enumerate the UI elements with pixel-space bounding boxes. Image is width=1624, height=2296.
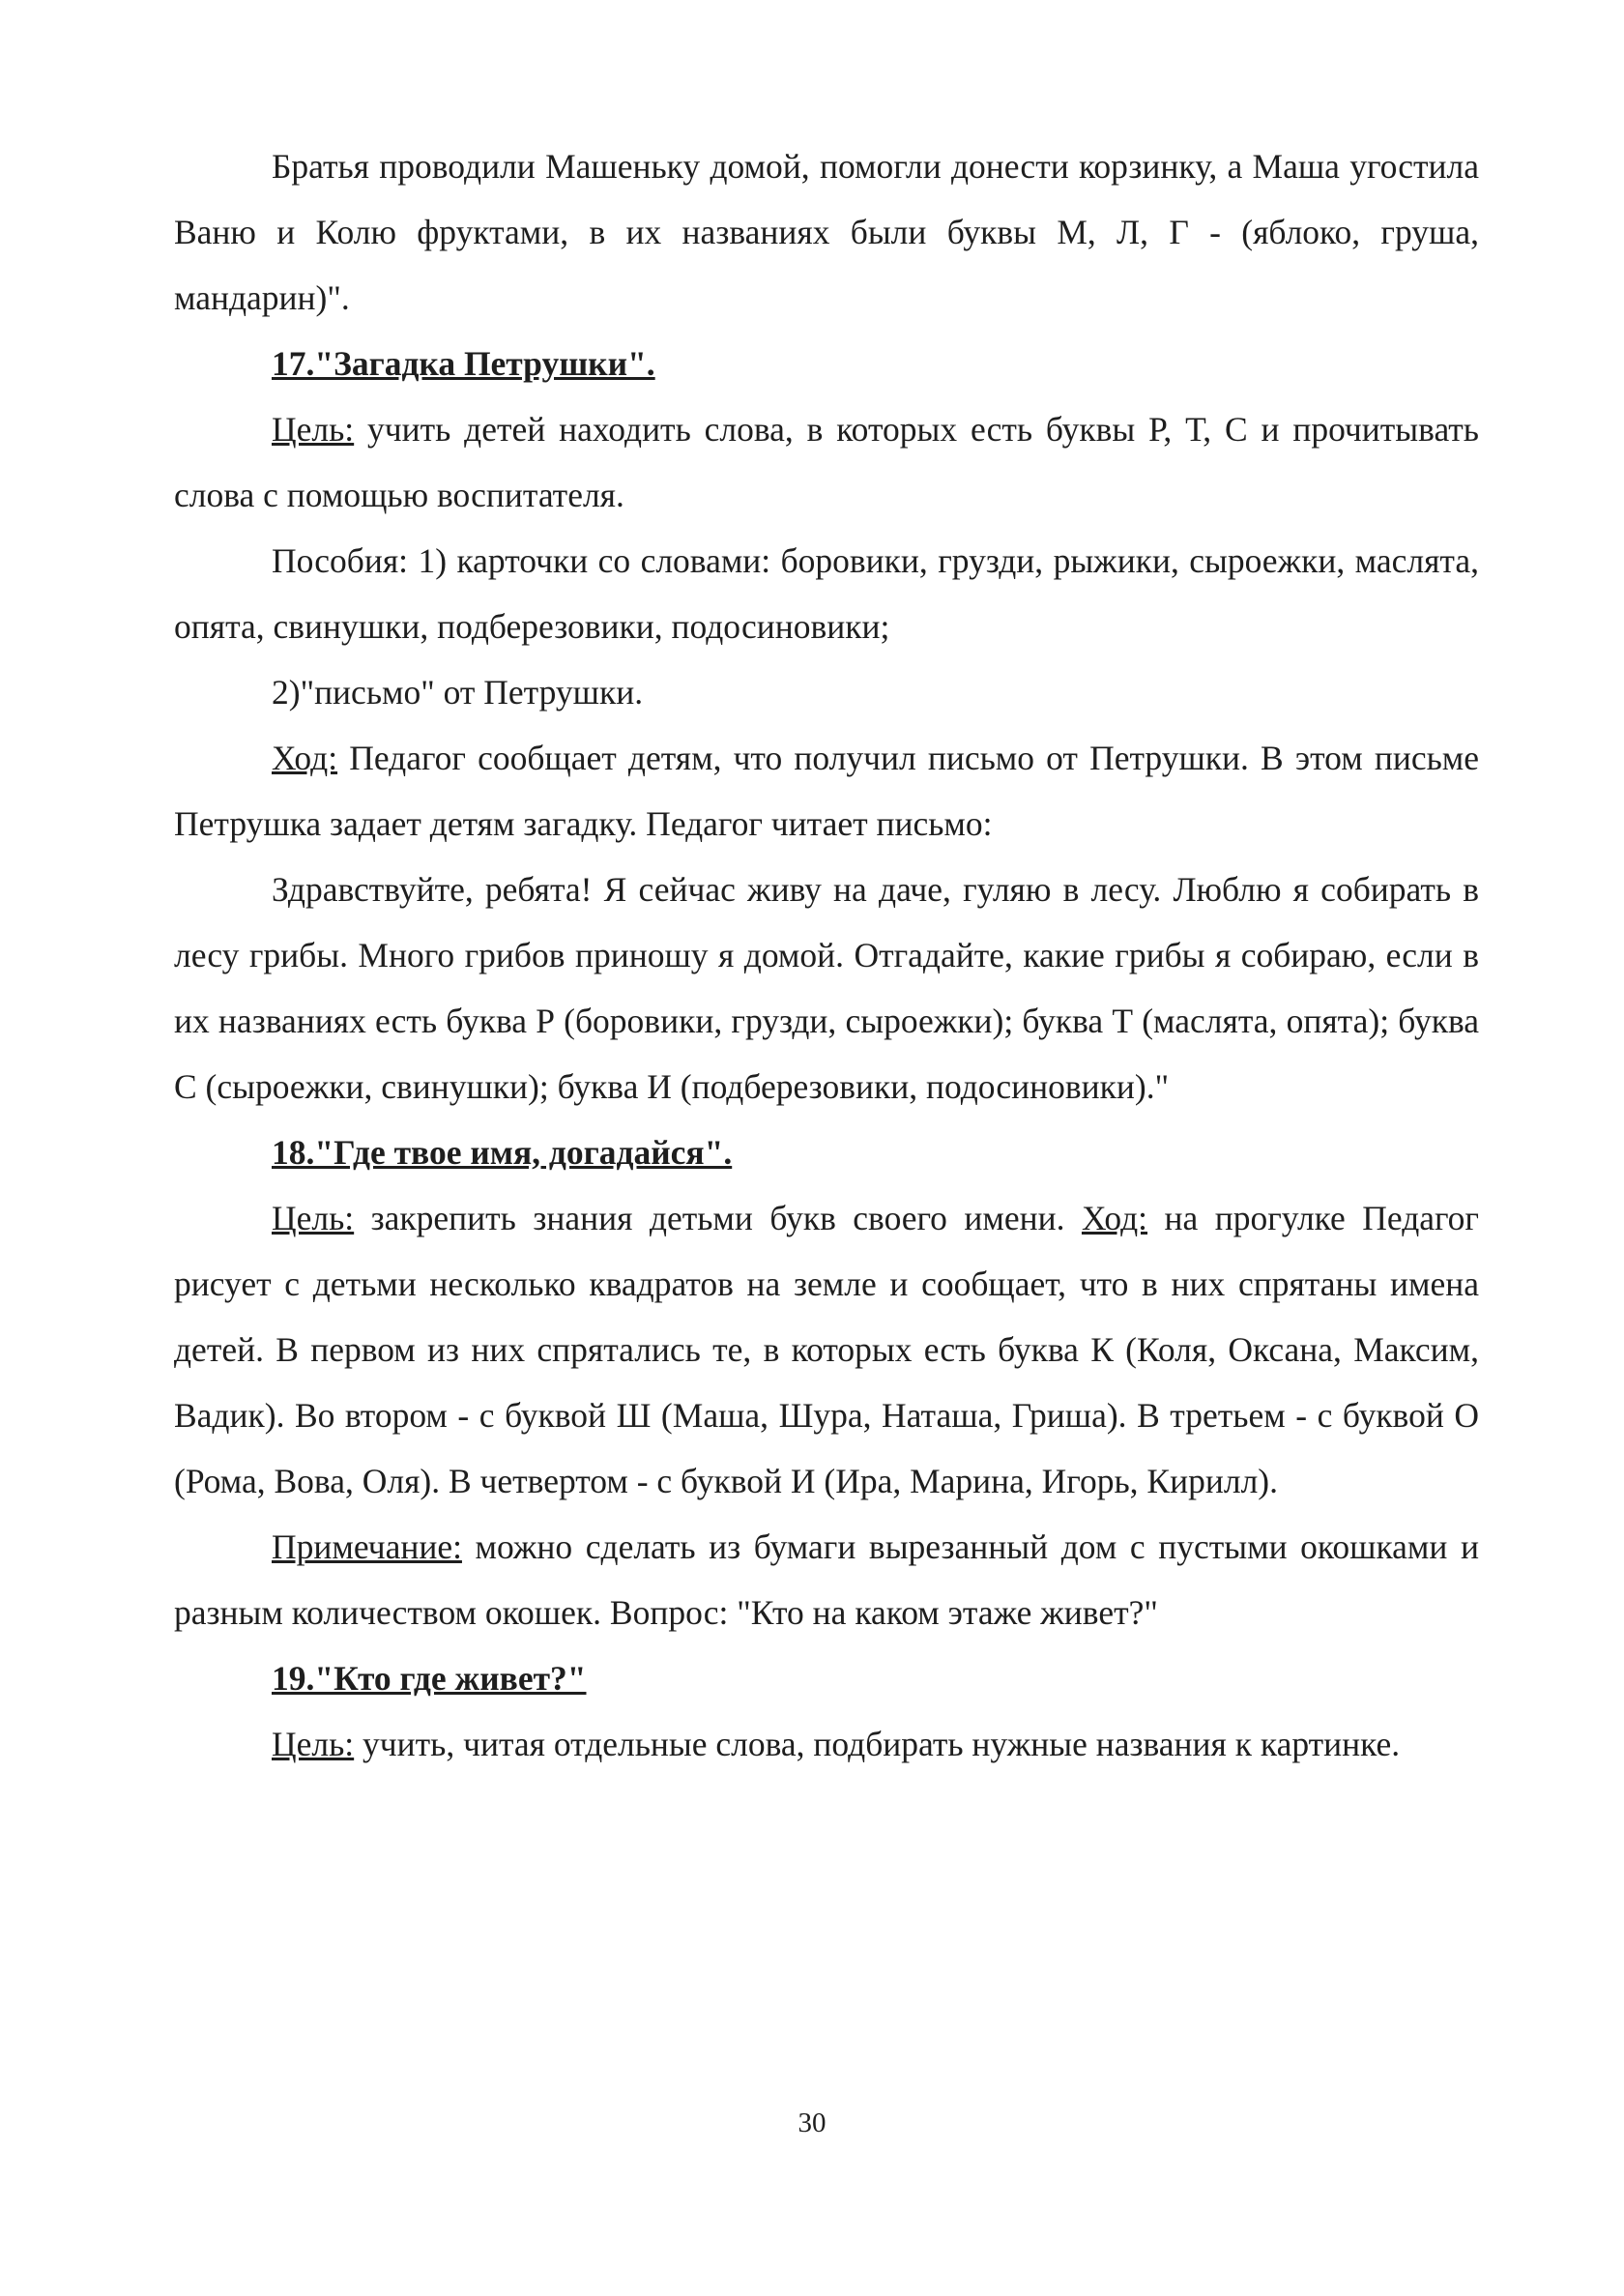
- paragraph-move-17: [174, 725, 1479, 857]
- page-number: 30: [798, 2107, 826, 2138]
- move-label: Ход:: [272, 739, 338, 777]
- goal-text: учить детей находить слова, в которых есть буквы Р, Т, С и прочитывать слова с помощью воспитателя.: [174, 410, 1479, 514]
- paragraph-goal-19: [174, 1711, 1479, 1777]
- note-text: можно сделать из бумаги вырезанный дом с пустыми окошками и разным количеством окошек. Вопрос: "Кто на каком этаже живет?": [174, 1527, 1479, 1632]
- move-text: на прогулке Педагог рисует с детьми несколько квадратов на земле и сообщает, что в них спрятаны имена детей. В первом из них спрятались те, в которых есть буква К (Коля, Оксана, Максим, Вадик). Во втором - с буквой Ш (Маша, Шура, Наташа, Гриша). В третьем - с буквой О (Рома, Вова, Оля). В четвертом - с буквой И (Ира, Марина, Игорь, Кирилл).: [174, 1199, 1479, 1500]
- document-page: [174, 133, 1479, 1777]
- paragraph-note-18: [174, 1514, 1479, 1645]
- paragraph-intro: Братья проводили Машеньку домой, помогли донести корзинку, а Маша угостила Ваню и Колю фруктами, в их названиях были буквы М, Л, Г - (яблоко, груша, мандарин)".: [174, 147, 1479, 317]
- paragraph-aids-17-2: 2)"письмо" от Петрушки.: [272, 673, 644, 712]
- goal-text: учить, читая отдельные слова, подбирать нужные названия к картинке.: [354, 1725, 1401, 1763]
- paragraph-aids-17: Пособия: 1) карточки со словами: боровики, грузди, рыжики, сыроежки, маслята, опята, свинушки, подберезовики, подосиновики;: [174, 541, 1479, 646]
- goal-label: Цель:: [272, 1725, 355, 1763]
- paragraph-letter-17: Здравствуйте, ребята! Я сейчас живу на даче, гуляю в лесу. Люблю я собирать в лесу грибы. Много грибов приношу я домой. Отгадайте, какие грибы я собираю, если в их названиях есть буква Р (боровики, грузди, сыроежки); буква Т (маслята, опята); буква С (сыроежки, свинушки); буква И (подберезовики, подосиновики).": [174, 870, 1479, 1106]
- heading-18: 18."Где твое имя, догадайся".: [272, 1133, 733, 1172]
- goal-label: Цель:: [272, 1199, 355, 1237]
- paragraph-goal-move-18: [174, 1185, 1479, 1514]
- move-text: Педагог сообщает детям, что получил письмо от Петрушки. В этом письме Петрушка задает детям загадку. Педагог читает письмо:: [174, 739, 1479, 843]
- note-label: Примечание:: [272, 1527, 462, 1566]
- heading-17: 17."Загадка Петрушки".: [272, 344, 655, 383]
- heading-19: 19."Кто где живет?": [272, 1659, 587, 1698]
- move-label: Ход:: [1081, 1199, 1148, 1237]
- paragraph-goal-17: [174, 396, 1479, 528]
- goal-label: Цель:: [272, 410, 355, 449]
- goal-text: закрепить знания детьми букв своего имени.: [354, 1199, 1082, 1237]
